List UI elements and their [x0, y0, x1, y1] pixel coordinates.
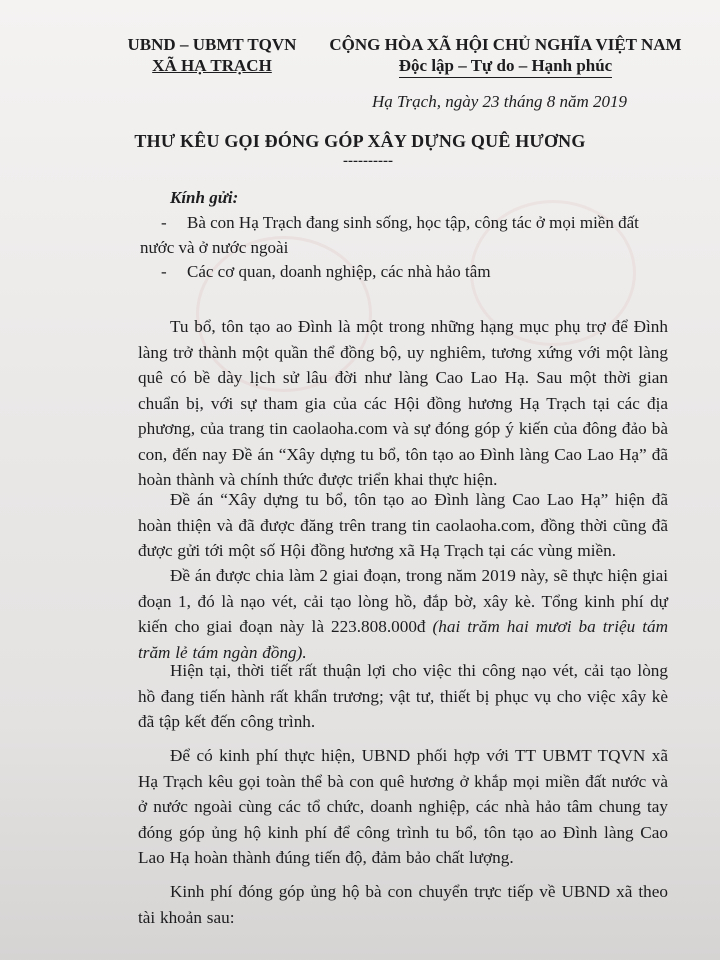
paragraph-text: Đề án “Xây dựng tu bổ, tôn tạo ao Đình làng Cao Lao Hạ” hiện đã hoàn thiện và đã được đăng trên trang tin caolaoha.com, đồng thời cũng đã được gửi tới một số Hội đồng hương xã Hạ Trạch tại các vùng miền. [138, 490, 668, 560]
paragraph-text: Kinh phí đóng góp ủng hộ bà con chuyển trực tiếp về UBND xã theo tài khoản sau: [138, 882, 668, 927]
salutation: Kính gửi: [170, 188, 239, 207]
place-and-date: Hạ Trạch, ngày 23 tháng 8 năm 2019 [372, 92, 627, 111]
recipient-item-continued [140, 235, 660, 260]
list-dash: - [161, 262, 167, 281]
paragraph-text: Hiện tại, thời tiết rất thuận lợi cho việc thi công nạo vét, cải tạo lòng hồ đang tiến hành rất khẩn trương; vật tư, thiết bị phục vụ cho việc xây kè đã tập kết đến công trình. [138, 661, 668, 731]
list-dash: - [161, 213, 167, 232]
recipient-text-line: Bà con Hạ Trạch đang sinh sống, học tập, công tác ở mọi miền đất [187, 213, 639, 232]
national-header [318, 34, 693, 78]
paragraph [138, 879, 668, 930]
nation-name: CỘNG HÒA XÃ HỘI CHỦ NGHĨA VIỆT NAM [329, 35, 682, 54]
paragraph [138, 563, 668, 665]
title-separator: ---------- [343, 153, 393, 169]
paragraph [138, 658, 668, 735]
paragraph-text: Đề án được chia làm 2 giai đoạn, trong năm 2019 này, sẽ thực hiện giai đoạn 1, đó là nạo vét, cải tạo lòng hồ, đắp bờ, xây kè. Tổng kinh phí dự kiến cho giai đoạn này là 223.808.000đ [138, 566, 668, 636]
authority-line-2: XÃ HẠ TRẠCH [152, 56, 272, 75]
recipient-text-line: nước và ở nước ngoài [140, 238, 289, 257]
amount-in-words: (hai trăm hai mươi ba triệu tám trăm lẻ tám ngàn đồng). [138, 617, 668, 662]
national-motto: Độc lập – Tự do – Hạnh phúc [399, 55, 612, 78]
issuing-authority [112, 34, 312, 76]
recipient-item [161, 259, 671, 284]
paragraph-text: Để có kinh phí thực hiện, UBND phối hợp với TT UBMT TQVN xã Hạ Trạch kêu gọi toàn thể bà con quê hương ở khắp mọi miền đất nước và ở nước ngoài cùng các tổ chức, doanh nghiệp, các nhà hảo tâm chung tay đóng góp ủng hộ kinh phí để công trình tu bổ, tôn tạo ao Đình làng Cao Lao Hạ hoàn thành đúng tiến độ, đảm bảo chất lượng. [138, 746, 668, 867]
recipient-item [161, 210, 671, 235]
paragraph [138, 487, 668, 564]
paragraph [138, 314, 668, 493]
recipient-text-line: Các cơ quan, doanh nghiệp, các nhà hảo tâm [187, 262, 491, 281]
paragraph [138, 743, 668, 871]
paragraph-text: Tu bổ, tôn tạo ao Đình là một trong những hạng mục phụ trợ để Đình làng trở thành một quần thể đồng bộ, uy nghiêm, tương xứng với một làng quê có bề dày lịch sử lâu đời như làng Cao Lao Hạ. Sau một thời gian chuẩn bị, với sự tham gia của các Hội đồng hương Hạ Trạch tại các địa phương, của trang tin caolaoha.com và sự đóng góp ý kiến của đông đảo bà con, đến nay Đề án “Xây dựng tu bổ, tôn tạo ao Đình làng Cao Lao Hạ” đã hoàn thành và chính thức được triển khai thực hiện. [138, 317, 668, 489]
authority-line-1: UBND – UBMT TQVN [127, 35, 297, 54]
document-title: THƯ KÊU GỌI ĐÓNG GÓP XÂY DỰNG QUÊ HƯƠNG [134, 131, 586, 151]
